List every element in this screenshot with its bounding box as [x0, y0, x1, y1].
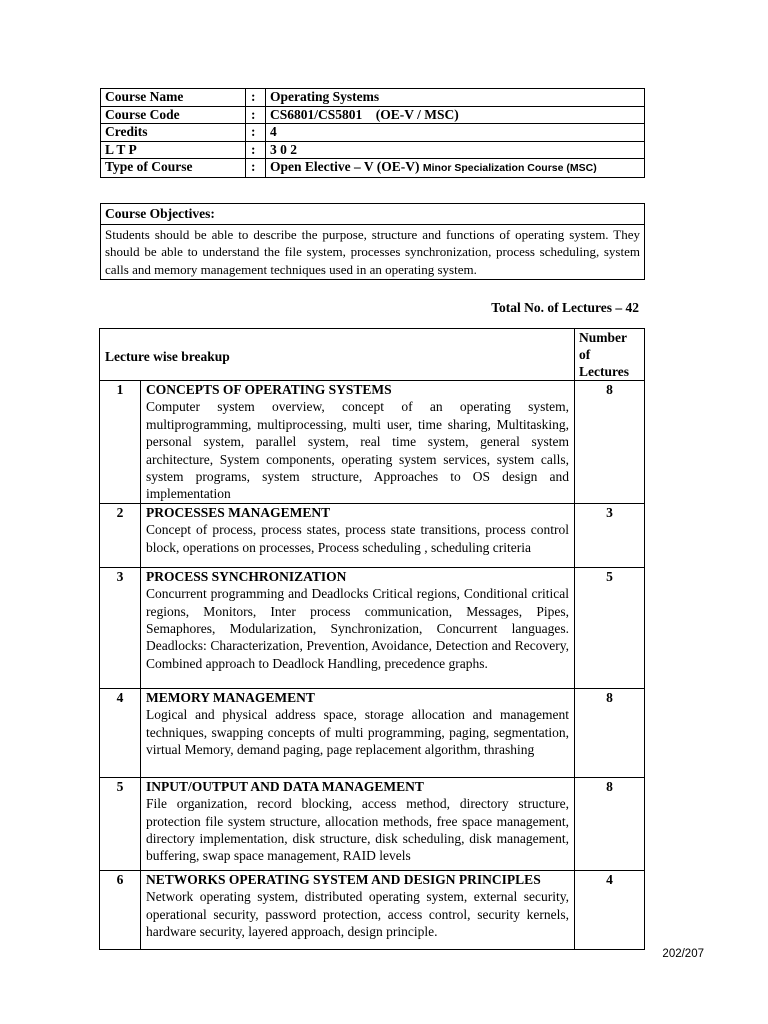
unit-lecture-count: 8: [575, 381, 645, 504]
course-code-value: CS6801/CS5801 (OE-V / MSC): [266, 106, 645, 124]
course-type-note: Minor Specialization Course (MSC): [422, 162, 597, 174]
course-info-row: [101, 141, 645, 159]
course-type-label: Type of Course: [101, 159, 246, 178]
unit-lecture-count: 5: [575, 567, 645, 688]
page-number: 202/207: [662, 948, 704, 960]
unit-number: 1: [100, 381, 141, 504]
course-info-row: [101, 159, 645, 178]
course-name-value: Operating Systems: [266, 89, 645, 107]
unit-number: 4: [100, 688, 141, 777]
course-info-row: [101, 124, 645, 142]
unit-description: Logical and physical address space, storage allocation and management techniques, swapping concepts of multi programming, paging, segmentation, virtual Memory, demand paging, page replacement algorithm, thrashing: [146, 707, 569, 758]
course-code-label: Course Code: [101, 106, 246, 124]
unit-title: PROCESS SYNCHRONIZATION: [146, 568, 347, 584]
lecture-count-heading-line: of: [579, 347, 591, 362]
course-name-label: Course Name: [101, 89, 246, 107]
course-info-row: [101, 89, 645, 107]
unit-number: 3: [100, 567, 141, 688]
unit-title: INPUT/OUTPUT AND DATA MANAGEMENT: [146, 778, 424, 794]
lecture-breakup-table: [99, 328, 645, 950]
table-row: [100, 870, 645, 949]
credits-label: Credits: [101, 124, 246, 142]
lecture-header-row: [100, 329, 645, 381]
unit-lecture-count: 4: [575, 870, 645, 949]
course-info-table: [100, 88, 645, 178]
unit-description: Computer system overview, concept of an operating system, multiprogramming, multiprocessing, multi user, time sharing, Multitasking, personal system, parallel system, real time system, general system architecture, System components, operating system services, system calls, system programs, system structure, Approaches to OS design and implementation: [146, 399, 569, 502]
table-row: [100, 777, 645, 870]
table-row: [100, 688, 645, 777]
table-row: [100, 567, 645, 688]
separator: :: [246, 141, 266, 159]
objectives-text: Students should be able to describe the purpose, structure and functions of operating system. They should be able to understand the file system, processes synchronization, process scheduling, system calls and memory management techniques used in an operating system.: [101, 224, 645, 280]
objectives-heading: Course Objectives:: [101, 204, 645, 225]
unit-description: Concept of process, process states, process state transitions, process control block, operations on processes, Process scheduling , scheduling criteria: [146, 522, 569, 555]
lecture-count-heading-line: Number: [579, 330, 627, 345]
unit-content: [141, 870, 575, 949]
separator: :: [246, 159, 266, 178]
course-objectives-table: [100, 203, 645, 280]
unit-content: [141, 777, 575, 870]
ltp-label: L T P: [101, 141, 246, 159]
course-type-value: Open Elective – V (OE-V): [270, 159, 420, 174]
separator: :: [246, 106, 266, 124]
table-row: [100, 503, 645, 567]
separator: :: [246, 124, 266, 142]
unit-description: Concurrent programming and Deadlocks Critical regions, Conditional critical regions, Monitors, Inter process communication, Messages, Pipes, Semaphores, Modularization, Synchronization, Concurrent languages. Deadlocks: Characterization, Prevention, Avoidance, Detection and Recovery, Combined approach to Deadlock Handling, precedence graphs.: [146, 586, 569, 671]
course-info-row: [101, 106, 645, 124]
lecture-breakup-heading: Lecture wise breakup: [100, 329, 575, 381]
unit-number: 6: [100, 870, 141, 949]
unit-description: File organization, record blocking, access method, directory structure, protection file system structure, allocation methods, free space management, directory implementation, disk structure, disk scheduling, disk management, buffering, swap space management, RAID levels: [146, 796, 569, 864]
unit-title: MEMORY MANAGEMENT: [146, 689, 315, 705]
unit-description: Network operating system, distributed operating system, external security, operational security, password protection, access control, security kernels, hardware security, layered approach, design principle.: [146, 889, 569, 940]
unit-content: [141, 567, 575, 688]
unit-lecture-count: 3: [575, 503, 645, 567]
unit-number: 2: [100, 503, 141, 567]
ltp-value: 3 0 2: [266, 141, 645, 159]
unit-title: PROCESSES MANAGEMENT: [146, 504, 331, 520]
course-type-cell: [266, 159, 645, 178]
table-row: [100, 381, 645, 504]
unit-title: CONCEPTS OF OPERATING SYSTEMS: [146, 382, 392, 397]
lecture-count-heading: [575, 329, 645, 381]
total-lectures: Total No. of Lectures – 42: [491, 300, 639, 315]
unit-content: [141, 688, 575, 777]
separator: :: [246, 89, 266, 107]
unit-content: [141, 503, 575, 567]
unit-content: [141, 381, 575, 504]
lecture-count-heading-line: Lectures: [579, 364, 629, 379]
unit-lecture-count: 8: [575, 777, 645, 870]
unit-lecture-count: 8: [575, 688, 645, 777]
credits-value: 4: [266, 124, 645, 142]
unit-title: NETWORKS OPERATING SYSTEM AND DESIGN PRINCIPLES: [146, 871, 541, 887]
unit-number: 5: [100, 777, 141, 870]
